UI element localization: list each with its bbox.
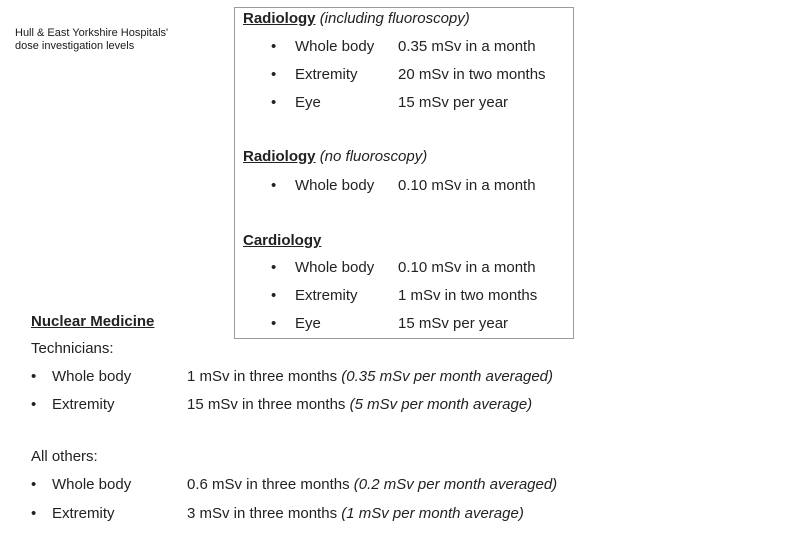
- item-value: [187, 368, 553, 386]
- bullet-icon: •: [31, 476, 37, 493]
- all-others-label: All others:: [31, 448, 98, 465]
- bullet-icon: •: [271, 259, 277, 276]
- bullet-icon: •: [271, 315, 277, 332]
- item-value: 0.10 mSv in a month: [398, 177, 536, 194]
- item-value-main: 15 mSv in three months: [187, 396, 346, 413]
- item-value: 0.10 mSv in a month: [398, 259, 536, 276]
- nuclear-title: Nuclear Medicine: [31, 313, 155, 330]
- bullet-icon: •: [31, 396, 37, 413]
- caption-line-1: Hull & East Yorkshire Hospitals': [15, 27, 169, 39]
- bullet-icon: •: [271, 94, 277, 111]
- cardiology-heading: [243, 232, 321, 250]
- bullet-icon: •: [271, 66, 277, 83]
- radiology-nofluoro-note: (no fluoroscopy): [319, 148, 428, 165]
- item-value-note: (0.35 mSv per month averaged): [341, 368, 554, 385]
- caption: [15, 27, 215, 53]
- item-value: 1 mSv in two months: [398, 287, 538, 304]
- radiology-fluoro-heading: [243, 10, 470, 28]
- item-label: Whole body: [52, 368, 132, 385]
- bullet-icon: •: [271, 287, 277, 304]
- item-value-main: 1 mSv in three months: [187, 368, 338, 385]
- radiology-fluoro-note: (including fluoroscopy): [319, 10, 470, 27]
- item-label: Extremity: [295, 287, 358, 304]
- item-value-note: (1 mSv per month average): [341, 505, 524, 522]
- item-value-note: (5 mSv per month average): [349, 396, 533, 413]
- item-value-main: 0.6 mSv in three months: [187, 476, 350, 493]
- cardiology-title: Cardiology: [243, 232, 322, 249]
- item-value-note: (0.2 mSv per month averaged): [353, 476, 558, 493]
- bullet-icon: •: [271, 38, 277, 55]
- item-label: Eye: [295, 315, 321, 332]
- nuclear-heading: [31, 313, 154, 331]
- item-value: 20 mSv in two months: [398, 66, 546, 83]
- technicians-label: Technicians:: [31, 340, 114, 357]
- bullet-icon: •: [271, 177, 277, 194]
- radiology-fluoro-title: Radiology: [243, 10, 316, 27]
- item-value: 0.35 mSv in a month: [398, 38, 536, 55]
- radiology-nofluoro-heading: [243, 148, 427, 166]
- radiology-nofluoro-title: Radiology: [243, 148, 316, 165]
- caption-line-2: dose investigation levels: [15, 40, 135, 52]
- bullet-icon: •: [31, 505, 37, 522]
- bullet-icon: •: [31, 368, 37, 385]
- item-label: Whole body: [295, 177, 375, 194]
- item-value: [187, 396, 532, 414]
- item-label: Extremity: [52, 505, 115, 522]
- item-value: 15 mSv per year: [398, 315, 509, 332]
- item-label: Whole body: [295, 38, 375, 55]
- item-label: Extremity: [295, 66, 358, 83]
- item-value: 15 mSv per year: [398, 94, 509, 111]
- item-value: [187, 476, 557, 494]
- item-label: Whole body: [52, 476, 132, 493]
- item-value-main: 3 mSv in three months: [187, 505, 338, 522]
- item-label: Extremity: [52, 396, 115, 413]
- item-label: Whole body: [295, 259, 375, 276]
- item-label: Eye: [295, 94, 321, 111]
- item-value: [187, 505, 524, 523]
